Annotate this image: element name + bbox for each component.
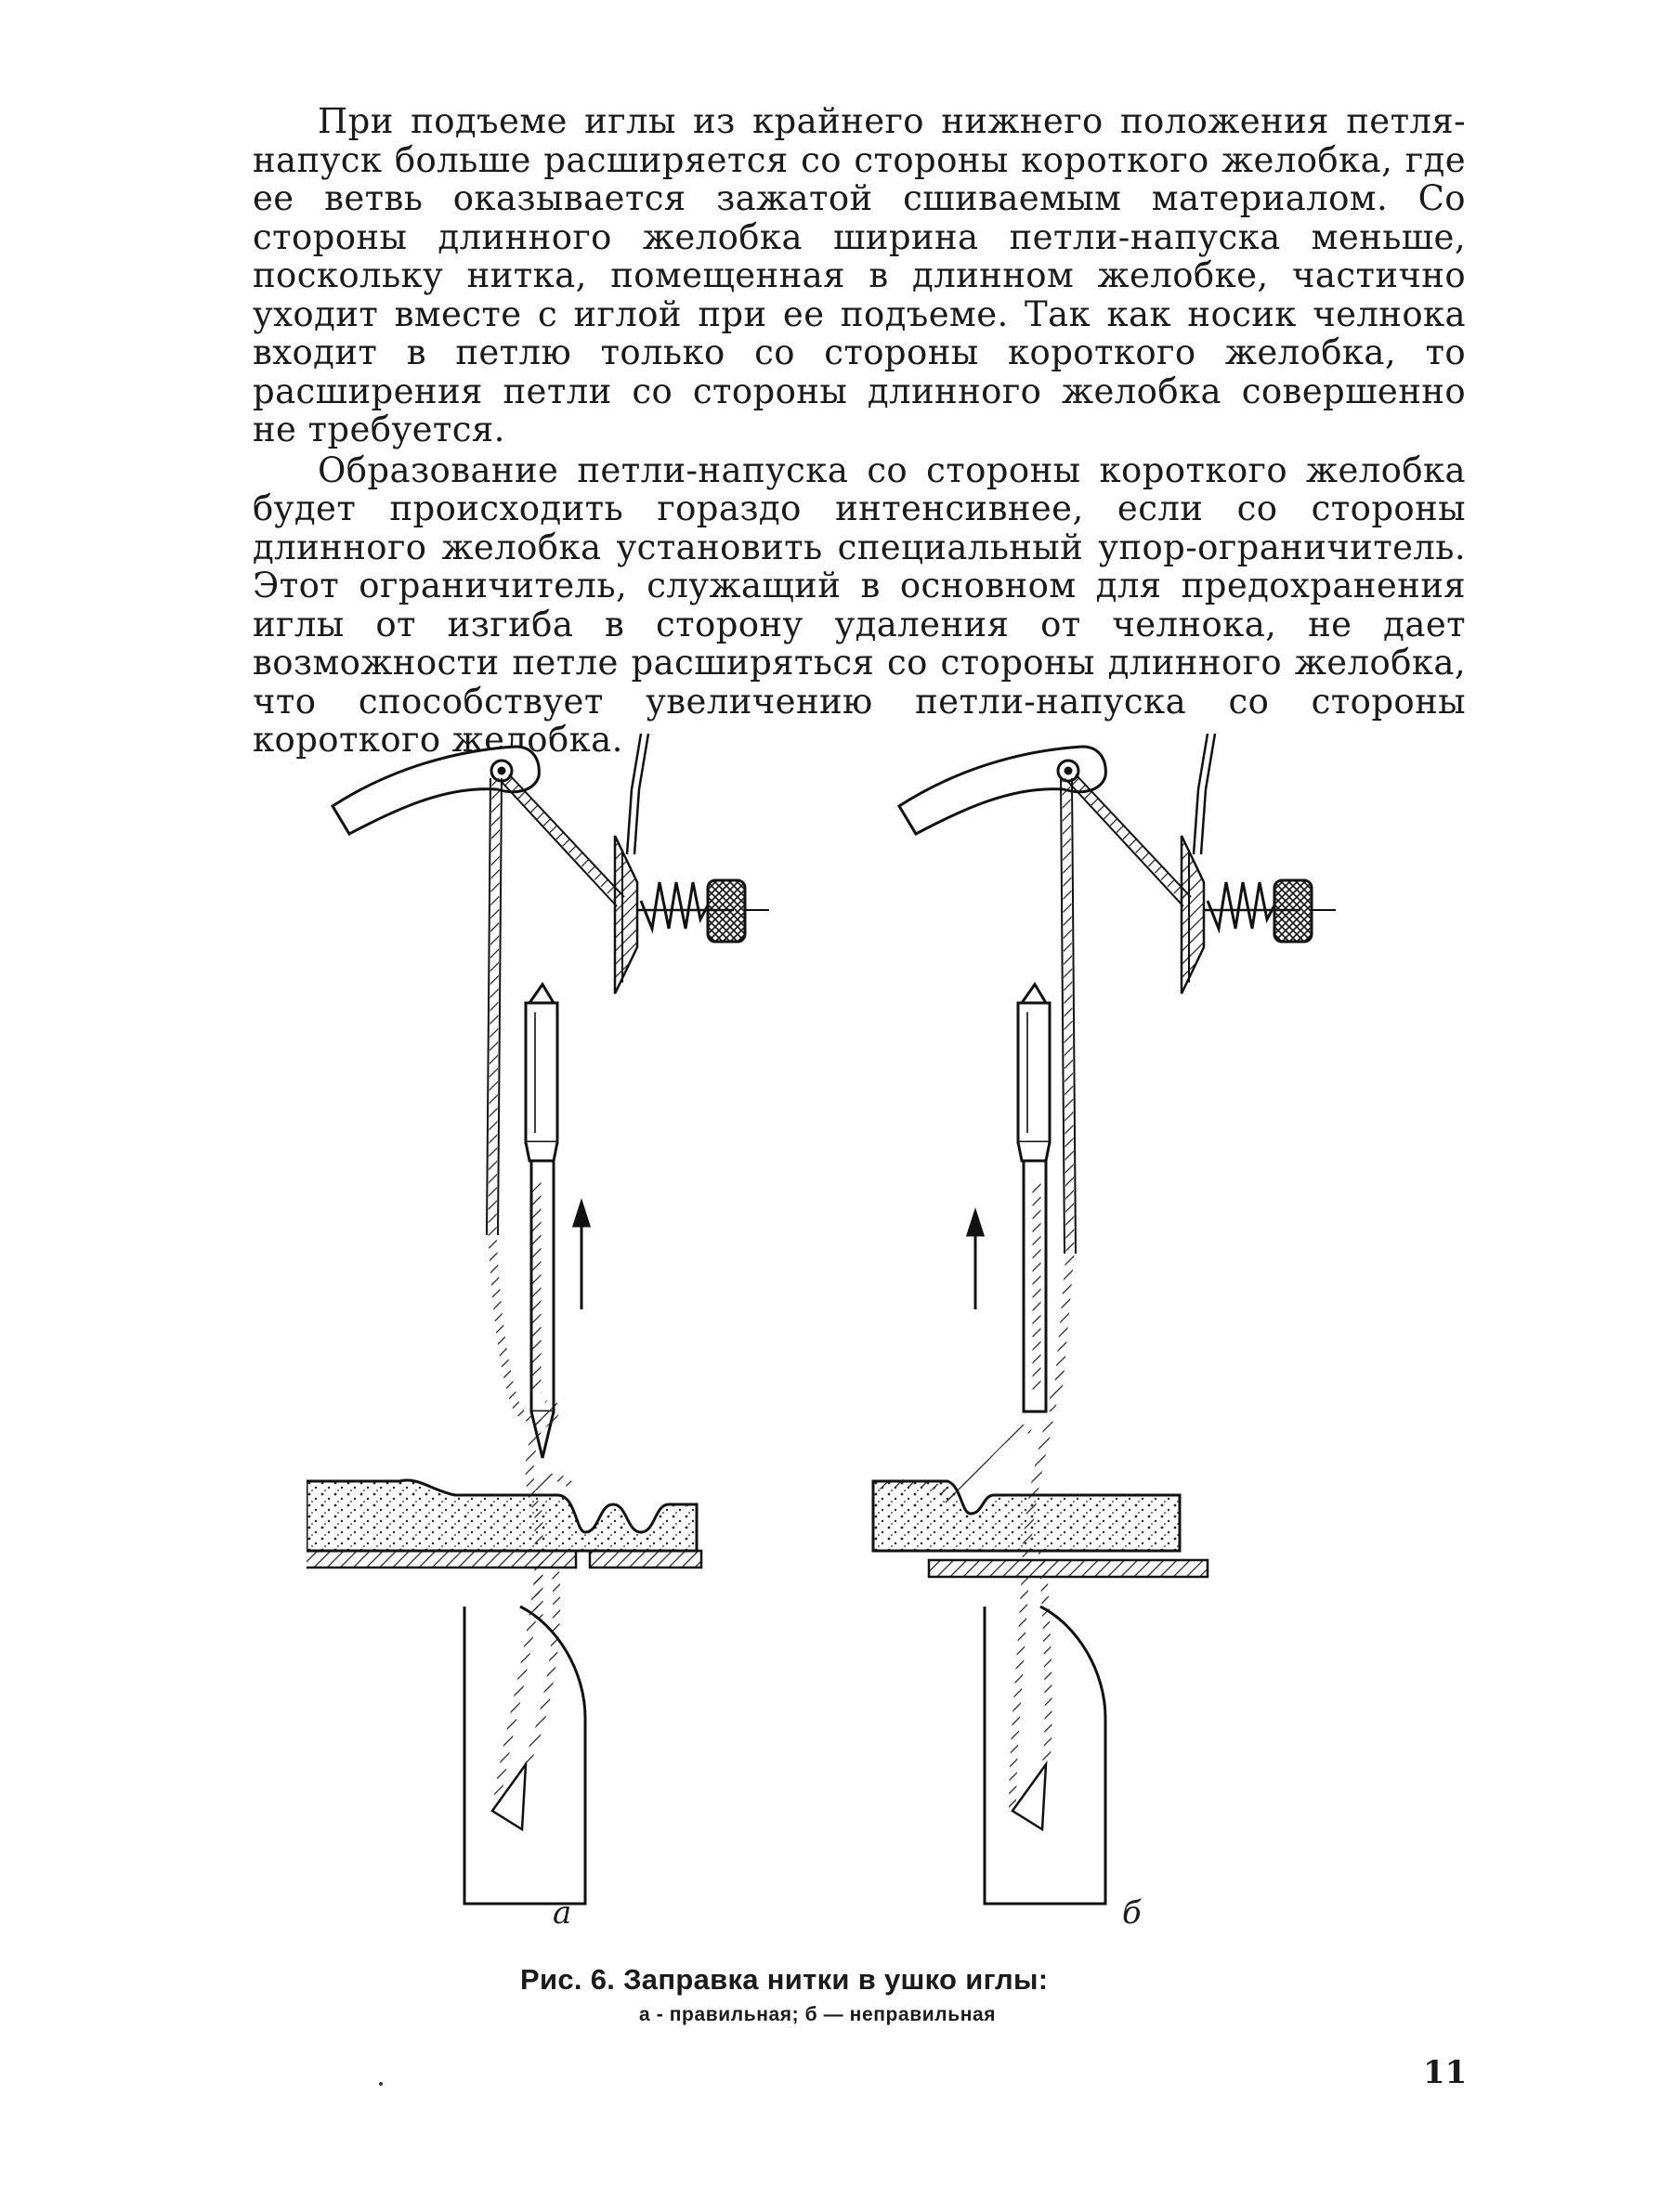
- panel-b-drawing: [873, 734, 1336, 1904]
- panel-a-drawing: [307, 734, 769, 1904]
- paragraph-1: При подъеме иглы из крайнего нижнего положения петля-напуск больше расширяется со стороны короткого желобка, где ее ветвь оказывается зажатой сшиваемым материалом. Со стороны длинного желобка ширина петли-напуска меньше, поскольку нитка, помещенная в длинном желобке, частично уходит вместе с иглой при ее подъеме. Так как носик челнока входит в петлю только со стороны короткого желобка, то расширения петли со стороны длинного желобка совершенно не требуется.: [253, 101, 1466, 449]
- caption-subtitle: а - правильная; б — неправильная: [639, 2004, 997, 2025]
- body-text: [253, 102, 1466, 760]
- caption-title: Рис. 6. Заправка нитки в ушко иглы:: [520, 1963, 1049, 1996]
- threading-diagram: [307, 734, 1338, 1922]
- figure-caption: [520, 1963, 1226, 2026]
- paragraph-2: Образование петли-напуска со стороны короткого желобка будет происходить гораздо интенсивнее, если со стороны длинного желобка установить специальный упор-ограничитель. Этот ограничитель, служащий в основном для предохранения иглы от изгиба в сторону удаления от челнока, не дает возможности петле расширяться со стороны длинного желобка, что способствует увеличению петли-напуска со стороны короткого желобка.: [253, 449, 1466, 760]
- page-number: 11: [1423, 2054, 1468, 2091]
- figure-6: [307, 734, 1338, 1932]
- panel-b-label: б: [1122, 1894, 1142, 1932]
- scan-speck: [379, 2082, 383, 2086]
- panel-a-label: а: [553, 1894, 572, 1932]
